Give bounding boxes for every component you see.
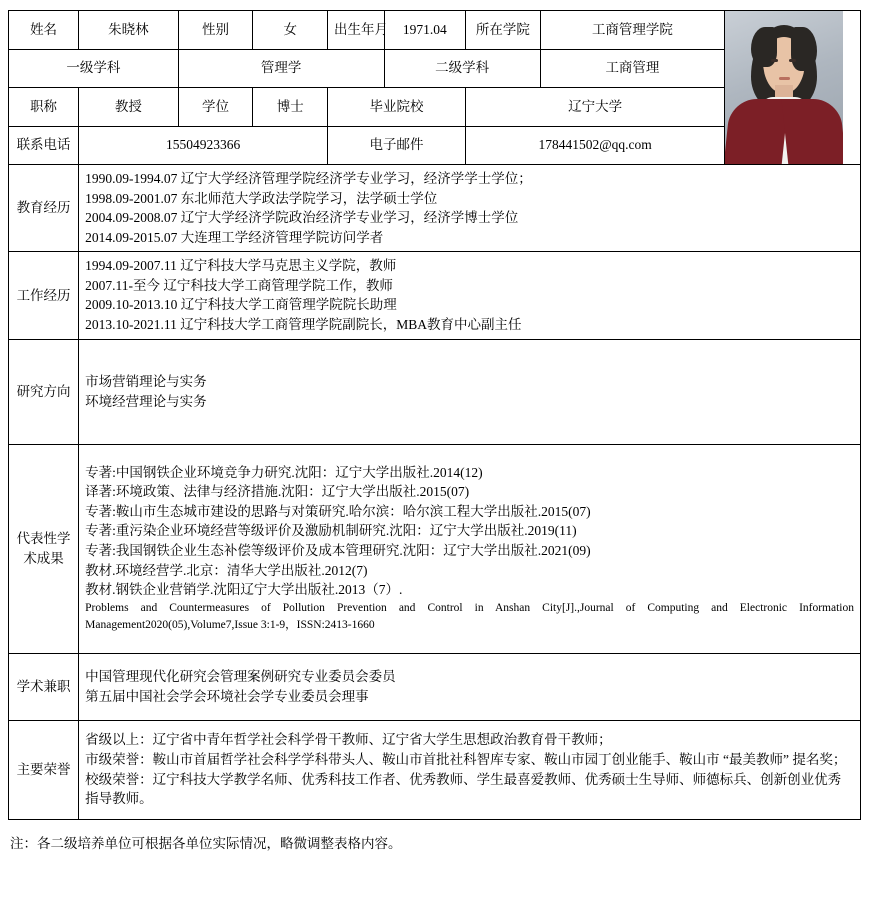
education-line: 1990.09-1994.07 辽宁大学经济管理学院经济学专业学习，经济学学士学位； xyxy=(85,171,532,186)
education-label xyxy=(9,165,79,252)
work-line: 2009.10-2013.10 辽宁科技大学工商管理学院院长助理 xyxy=(85,297,397,313)
portrait-eye-left xyxy=(771,59,778,62)
academic-posts-label xyxy=(9,653,79,720)
education-line: 1998.09-2001.07 东北师范大学政法学院学习，法学硕士学位 xyxy=(85,190,438,206)
research-line: 环境经营理论与实务 xyxy=(85,393,207,409)
photo-cell xyxy=(725,11,861,165)
achievement-line: 专著:鞍山市生态城市建设的思路与对策研究.哈尔滨：哈尔滨工程大学出版社.2015(07) xyxy=(85,503,591,519)
work-label-text: 工作经历 xyxy=(16,287,71,303)
honors-content xyxy=(79,720,861,819)
achievement-line: 译著:环境政策、法律与经济措施.沈阳：辽宁大学出版社.2015(07) xyxy=(85,484,470,500)
academic-post-line: 第五届中国社会学会环境社会学专业委员会理事 xyxy=(85,688,369,704)
achievement-english-line: Problems and Countermeasures of Pollution Prevention and Control in Anshan City[J].,Journal of Computing and Electronic Information Management2020(05),Volume7,Issue 3:1-9，ISSN:2413-1660 xyxy=(85,601,854,631)
table-row-education xyxy=(9,165,861,252)
education-content xyxy=(79,165,861,252)
research-content xyxy=(79,339,861,444)
achievement-line: 教材.钢铁企业营销学.沈阳辽宁大学出版社.2013（7）. xyxy=(85,582,403,598)
avatar xyxy=(725,11,843,164)
achievements-label xyxy=(9,444,79,653)
work-content xyxy=(79,252,861,339)
college-label: 所在学院 xyxy=(466,11,541,50)
gender-label: 性别 xyxy=(178,11,253,50)
table-row-academic-posts xyxy=(9,653,861,720)
name-label: 姓名 xyxy=(9,11,79,50)
achievement-line: 教材.环境经营学.北京：清华大学出版社.2012(7) xyxy=(85,562,368,578)
phone-label: 联系电话 xyxy=(9,126,79,165)
table-row-research xyxy=(9,339,861,444)
discipline1-value: 管理学 xyxy=(178,49,384,88)
title-value: 教授 xyxy=(79,88,179,127)
cv-table xyxy=(8,10,861,820)
college-value: 工商管理学院 xyxy=(540,11,724,50)
portrait-jacket-right xyxy=(782,99,844,164)
honors-label xyxy=(9,720,79,819)
achievements-content xyxy=(79,444,861,653)
work-label xyxy=(9,252,79,339)
table-row-work xyxy=(9,252,861,339)
phone-value: 15504923366 xyxy=(79,126,328,165)
achievement-line: 专著:中国钢铁企业环境竞争力研究.沈阳：辽宁大学出版社.2014(12) xyxy=(85,464,483,480)
education-label-text: 教育经历 xyxy=(16,200,71,216)
birth-label: 出生年月 xyxy=(328,11,385,50)
research-label xyxy=(9,339,79,444)
graduate-school-value: 辽宁大学 xyxy=(466,88,725,127)
gender-value: 女 xyxy=(253,11,328,50)
graduate-school-label: 毕业院校 xyxy=(328,88,466,127)
portrait-jacket-left xyxy=(725,99,789,164)
academic-post-line: 中国管理现代化研究会管理案例研究专业委员会委员 xyxy=(85,668,396,684)
name-value: 朱晓林 xyxy=(79,11,179,50)
email-value: 178441502@qq.com xyxy=(466,126,725,165)
discipline1-label: 一级学科 xyxy=(9,49,179,88)
honor-line: 市级荣誉：鞍山市首届哲学社会科学学科带头人、鞍山市首批社科智库专家、鞍山市园丁创业能手、鞍山市 “最美教师” 提名奖； xyxy=(85,751,847,767)
discipline2-label: 二级学科 xyxy=(384,49,540,88)
email-label: 电子邮件 xyxy=(328,126,466,165)
honors-label-text: 主要荣誉 xyxy=(16,761,71,777)
degree-label: 学位 xyxy=(178,88,253,127)
title-label: 职称 xyxy=(9,88,79,127)
table-row-achievements xyxy=(9,444,861,653)
portrait-hair-right xyxy=(791,27,817,71)
academic-posts-label-text: 学术兼职 xyxy=(16,678,71,694)
education-line: 2014.09-2015.07 大连理工学经济管理学院访问学者 xyxy=(85,229,384,245)
degree-value: 博士 xyxy=(253,88,328,127)
portrait-mouth xyxy=(779,77,790,80)
work-line: 2007.11-至今 辽宁科技大学工商管理学院工作，教师 xyxy=(85,277,393,293)
research-line: 市场营销理论与实务 xyxy=(85,373,207,389)
work-line: 1994.09-2007.11 辽宁科技大学马克思主义学院，教师 xyxy=(85,258,397,274)
achievement-line: 专著:重污染企业环境经营等级评价及激励机制研究.沈阳：辽宁大学出版社.2019(11) xyxy=(85,523,577,539)
portrait-eye-right xyxy=(789,59,796,62)
honor-line: 校级荣誉：辽宁科技大学教学名师、优秀科技工作者、优秀教师、学生最喜爱教师、优秀硕士生导师、师德标兵、创新创业优秀指导教师。 xyxy=(85,771,842,807)
academic-posts-content xyxy=(79,653,861,720)
honor-line: 省级以上：辽宁省中青年哲学社会科学骨干教师、辽宁省大学生思想政治教育骨干教师； xyxy=(85,732,612,748)
table-row-honors xyxy=(9,720,861,819)
discipline2-value: 工商管理 xyxy=(540,49,724,88)
achievement-line: 专著:我国钢铁企业生态补偿等级评价及成本管理研究.沈阳：辽宁大学出版社.2021(09) xyxy=(85,543,591,559)
achievements-label-text: 代表性学术成果 xyxy=(16,530,71,566)
research-label-text: 研究方向 xyxy=(16,383,71,399)
table-row-basic-1 xyxy=(9,11,861,50)
footnote: 注：各二级培养单位可根据各单位实际情况，略微调整表格内容。 xyxy=(10,835,402,851)
work-line: 2013.10-2021.11 辽宁科技大学工商管理学院副院长，MBA教育中心副主任 xyxy=(85,316,522,332)
birth-value: 1971.04 xyxy=(384,11,465,50)
education-line: 2004.09-2008.07 辽宁大学经济学院政治经济学专业学习，经济学博士学位 xyxy=(85,210,519,226)
